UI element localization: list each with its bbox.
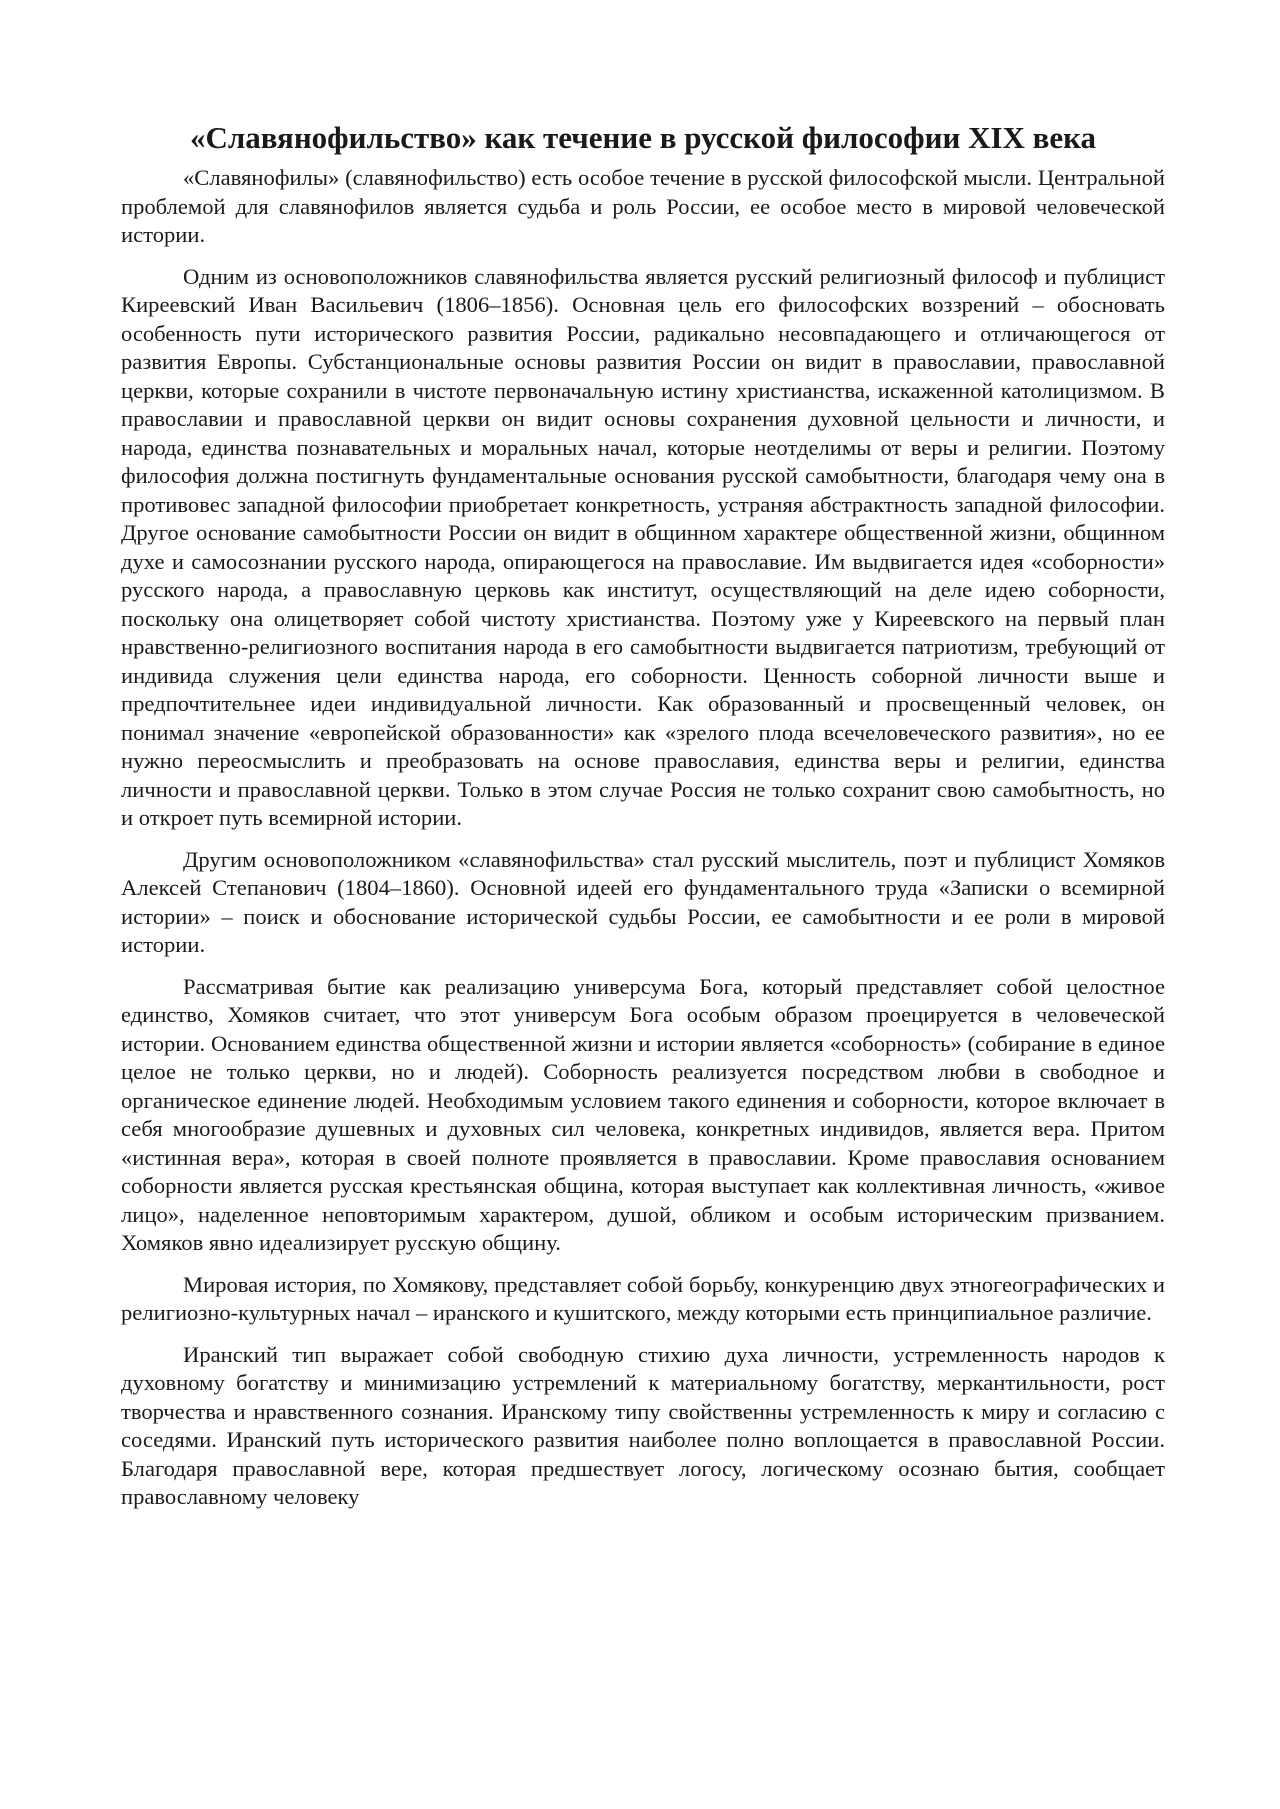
paragraph-intro: «Славянофилы» (славянофильство) есть особое течение в русской философской мысли. Центральной проблемой для славянофилов является судьба и роль России, ее особое место в мировой человеческой истории.	[121, 165, 1165, 247]
paragraph-iranian-type: Иранский тип выражает собой свободную стихию духа личности, устремленность народов к духовному богатству и минимизацию устремлений к материальному богатству, меркантильности, рост творчества и нравственного сознания. Иранскому типу свойственны устремленность к миру и согласию с соседями. Иранский путь исторического развития наиболее полно воплощается в православной России. Благодаря православной вере, которая предшествует логосу, логическому осознаю бытия, сообщает православному человеку	[121, 1341, 1165, 1509]
paragraph-world-history: Мировая история, по Хомякову, представляет собой борьбу, конкуренцию двух этногеографических и религиозно-культурных начал – иранского и кушитского, между которыми есть принципиальное различие.	[121, 1271, 1165, 1325]
paragraph-sobornost: Рассматривая бытие как реализацию универсума Бога, который представляет собой целостное единство, Хомяков считает, что этот универсум Бога особым образом проецируется в человеческой истории. Основанием единства общественной жизни и истории является «соборность» (собирание в единое целое не только церкви, но и людей). Соборность реализуется посредством любви в свободное и органическое единение людей. Необходимым условием такого единения и соборности, которое включает в себя многообразие душевных и духовных сил человека, конкретных индивидов, является вера. Притом «истинная вера», которая в своей полноте проявляется в православии. Кроме православия основанием соборности является русская крестьянская община, которая выступает как коллективная личность, «живое лицо», наделенное неповторимым характером, душой, обликом и особым историческим призванием. Хомяков явно идеализирует русскую общину.	[121, 973, 1165, 1255]
document-body	[121, 118, 1165, 1525]
document-title: «Славянофильство» как течение в русской философии XIX века	[189, 120, 1097, 155]
paragraph-khomyakov: Другим основоположником «славянофильства» стал русский мыслитель, поэт и публицист Хомяков Алексей Степанович (1804–1860). Основной идеей его фундаментального труда «Записки о всемирной истории» – поиск и обоснование исторической судьбы России, ее самобытности и ее роли в мировой истории.	[121, 846, 1165, 957]
paragraph-kireevsky: Одним из основоположников славянофильства является русский религиозный философ и публицист Киреевский Иван Васильевич (1806–1856). Основная цель его философских воззрений – обосновать особенность пути исторического развития России, радикально несовпадающего и отличающегося от развития Европы. Субстанциональные основы развития России он видит в православии, православной церкви, которые сохранили в чистоте первоначальную истину христианства, искаженной католицизмом. В православии и православной церкви он видит основы сохранения духовной цельности и личности, и народа, единства познавательных и моральных начал, которые неотделимы от веры и религии. Поэтому философия должна постигнуть фундаментальные основания русской самобытности, благодаря чему она в противовес западной философии приобретает конкретность, устраняя абстрактность западной философии. Другое основание самобытности России он видит в общинном характере общественной жизни, общинном духе и самосознании русского народа, опирающегося на православие. Им выдвигается идея «соборности» русского народа, а православную церковь как институт, осуществляющий на деле идею соборности, поскольку она олицетворяет собой чистоту христианства. Поэтому уже у Киреевского на первый план нравственно-религиозного воспитания народа в его самобытности выдвигается патриотизм, требующий от индивида служения цели единства народа, его соборности. Ценность соборной личности выше и предпочтительнее идеи индивидуальной личности. Как образованный и просвещенный человек, он понимал значение «европейской образованности» как «зрелого плода всечеловеческого развития», но ее нужно переосмыслить и преобразовать на основе православия, единства веры и религии, единства личности и православной церкви. Только в этом случае Россия не только сохранит свою самобытность, но и откроет путь всемирной истории.	[121, 263, 1165, 830]
